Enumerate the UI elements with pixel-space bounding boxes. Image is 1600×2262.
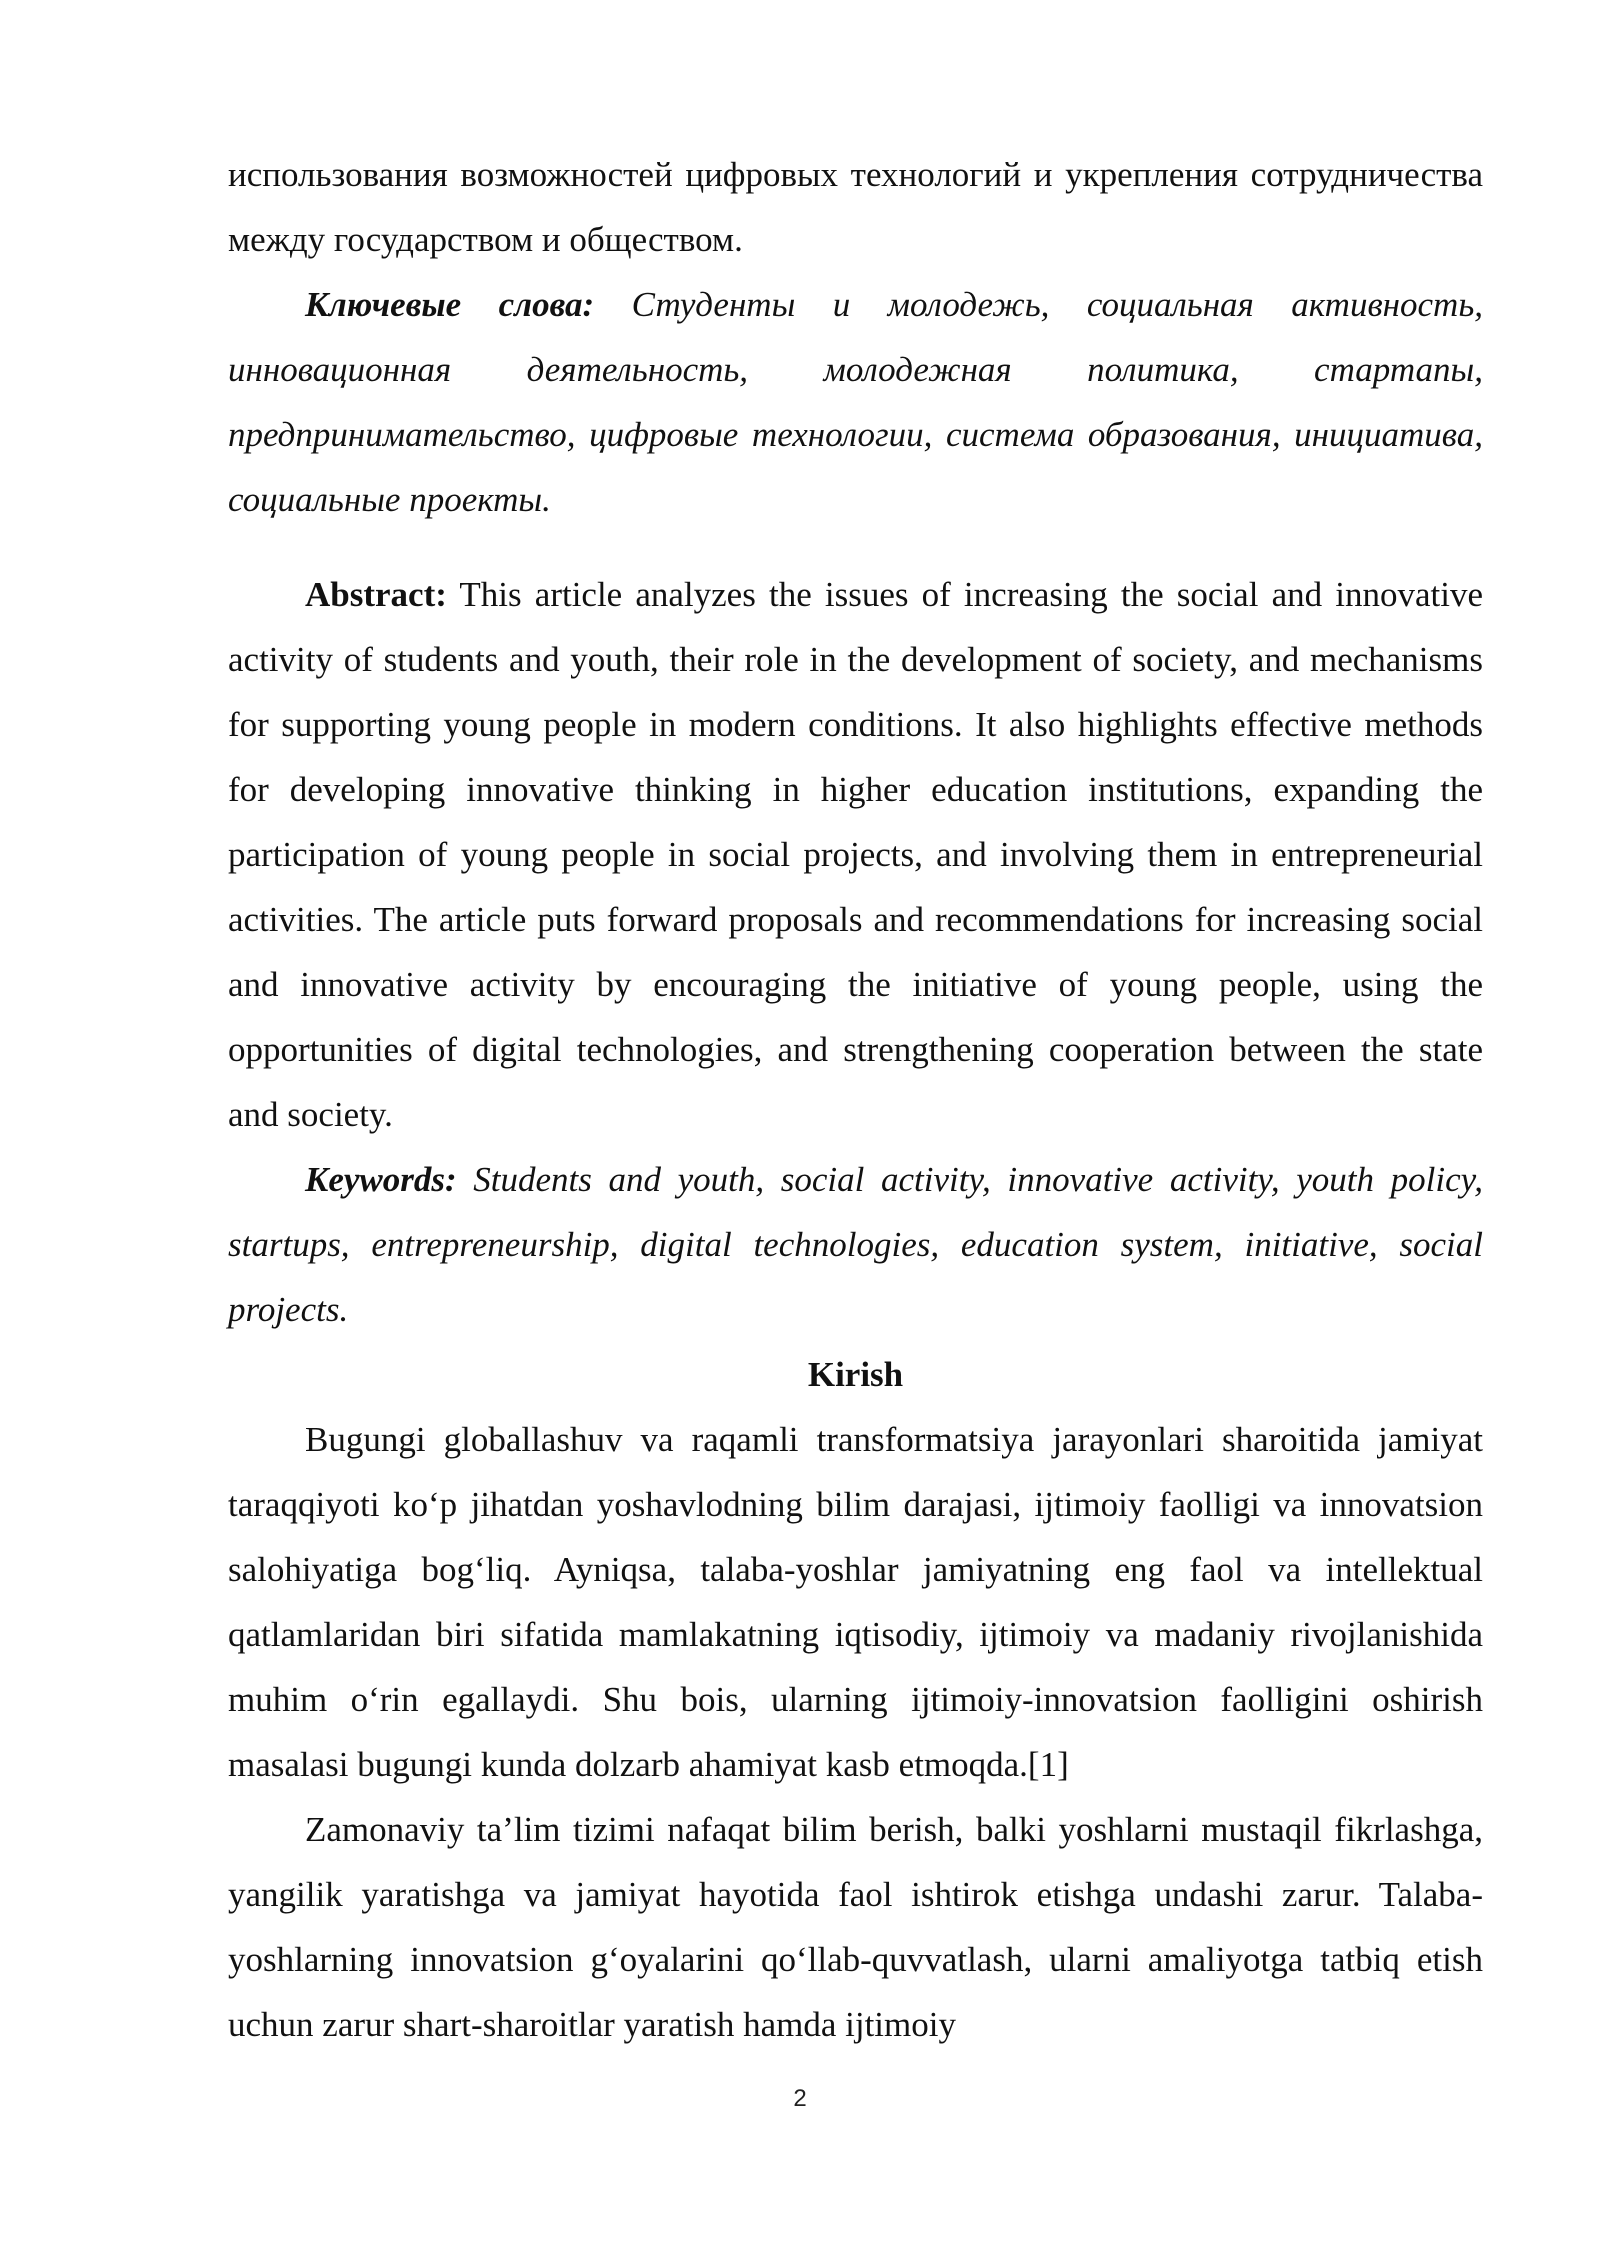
body-paragraph: Zamonaviy ta’lim tizimi nafaqat bilim berish, balki yoshlarni mustaqil fikrlashga, yangilik yaratishga va jamiyat hayotida faol ishtirok etishga undashi zarur. Talaba-yoshlarning innovatsion g‘oyalarini qo‘llab-quvvatlash, ularni amaliyotga tatbiq etish uchun zarur shart-sharoitlar yaratish hamda ijtimoiy [228, 1810, 1483, 2044]
section-heading: Kirish [807, 1355, 904, 1394]
body-paragraph: Bugungi globallashuv va raqamli transformatsiya jarayonlari sharoitida jamiyat taraqqiyoti ko‘p jihatdan yoshavlodning bilim darajasi, ijtimoiy faolligi va innovatsion salohiyatiga bog‘liq. Ayniqsa, talaba-yoshlar jamiyatning eng faol va intellektual qatlamlaridan biri sifatida mamlakatning iqtisodiy, ijtimoiy va madaniy rivojlanishida muhim o‘rin egallaydi. Shu bois, ularning ijtimoiy-innovatsion faolligini oshirish masalasi bugungi kunda dolzarb ahamiyat kasb etmoqda.[1] [228, 1420, 1483, 1784]
russian-keywords-text: Студенты и молодежь, социальная активность, инновационная деятельность, молодежная политика, стартапы, предпринимательство, цифровые технологии, система образования, инициатива, социальные проекты. [228, 285, 1484, 519]
russian-keywords-label: Ключевые слова: [305, 285, 595, 324]
english-keywords [228, 1147, 1483, 1342]
russian-keywords [228, 272, 1483, 532]
russian-abstract-continuation: использования возможностей цифровых технологий и укрепления сотрудничества между государством и обществом. [228, 155, 1483, 259]
page-content [228, 142, 1483, 2057]
spacer [228, 532, 1483, 562]
abstract-text: This article analyzes the issues of increasing the social and innovative activity of students and youth, their role in the development of society, and mechanisms for supporting young people in modern conditions. It also highlights effective methods for developing innovative thinking in higher education institutions, expanding the participation of young people in social projects, and involving them in entrepreneurial activities. The article puts forward proposals and recommendations for increasing social and innovative activity by encouraging the initiative of young people, using the opportunities of digital technologies, and strengthening cooperation between the state and society. [228, 575, 1483, 1134]
page-number: 2 [793, 2085, 807, 2112]
english-keywords-label: Keywords: [305, 1160, 457, 1199]
abstract-label: Abstract: [305, 575, 447, 614]
english-keywords-text: Students and youth, social activity, innovative activity, youth policy, startups, entrepreneurship, digital technologies, education system, initiative, social projects. [228, 1160, 1483, 1329]
english-abstract [228, 562, 1483, 1147]
